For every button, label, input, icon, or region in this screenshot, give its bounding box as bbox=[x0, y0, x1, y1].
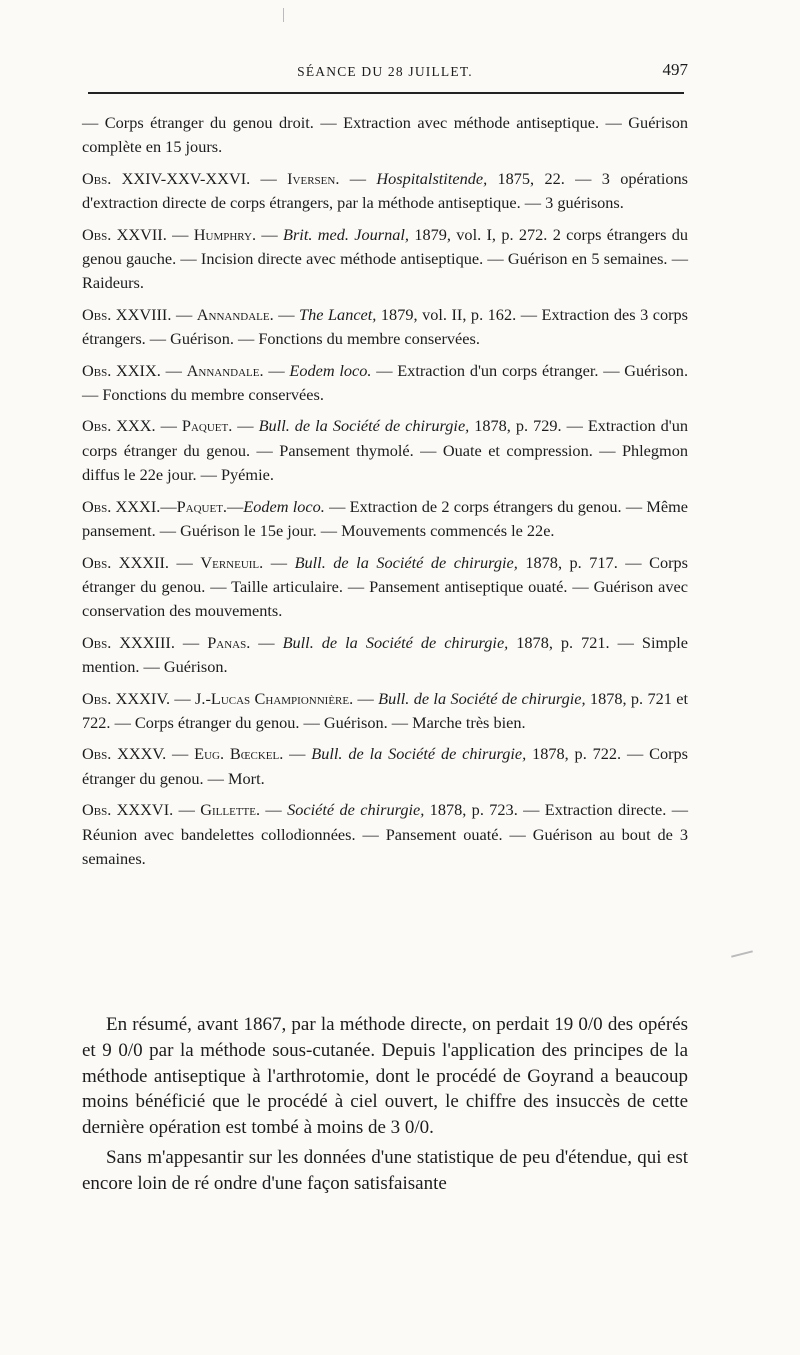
note-text: — Corps étranger du genou droit. — Extraction avec méthode antiseptique. — Guérison complète en 15 jours. bbox=[82, 113, 688, 157]
separator: — bbox=[250, 632, 283, 652]
page-number: 497 bbox=[662, 60, 688, 79]
note-continuation bbox=[82, 111, 688, 160]
source-title: Brit. med. Journal, bbox=[283, 224, 409, 244]
note-obs-24-26 bbox=[82, 167, 688, 216]
source-title: Société de chirurgie, bbox=[287, 800, 425, 820]
obs-number: Obs. XXXIV. bbox=[82, 688, 171, 708]
note-obs-31 bbox=[82, 495, 688, 544]
obs-number: Obs. XXVII. bbox=[82, 224, 167, 244]
page-header bbox=[82, 60, 688, 86]
note-text: 1879, vol. II, p. 162. — Extraction des 3 corps étrangers. — Guérison. — Fonctions du membre conservées. bbox=[82, 304, 689, 349]
author: Annandale. bbox=[186, 360, 264, 380]
note-text: — Extraction de 2 corps étrangers du genou. — Même pansement. — Guérison le 15e jour. — Mouvements commencés le 22e. bbox=[82, 496, 688, 541]
obs-number: Obs. XXXVI. bbox=[82, 800, 174, 820]
separator: — bbox=[256, 224, 284, 244]
note-obs-32 bbox=[82, 551, 688, 624]
separator: — bbox=[232, 416, 259, 436]
obs-number: Obs. XXXI. bbox=[82, 496, 161, 516]
separator: — bbox=[171, 304, 197, 324]
summary-paragraph: Sans m'appesantir sur les données d'une statistique de peu d'étendue, qui est encore loin de ré ondre d'une façon satisfaisante bbox=[82, 1146, 688, 1194]
note-obs-27 bbox=[82, 223, 688, 296]
separator: — bbox=[160, 496, 177, 516]
obs-number: Obs. XXIX. bbox=[82, 360, 161, 380]
obs-number: Obs. XXXII. bbox=[82, 552, 169, 572]
author: Verneuil. bbox=[200, 552, 264, 572]
running-head: SÉANCE DU 28 JUILLET. bbox=[297, 64, 473, 79]
author: Paquet. bbox=[176, 496, 227, 516]
author: Paquet. bbox=[181, 416, 233, 436]
author: Gillette. bbox=[200, 800, 261, 820]
scan-speck bbox=[731, 950, 753, 957]
source-title: The Lancet, bbox=[299, 304, 377, 324]
source-title: Hospitalstitende, bbox=[376, 168, 488, 188]
obs-number: Obs. XXXIII. bbox=[82, 632, 175, 652]
note-obs-33 bbox=[82, 631, 688, 680]
note-text: 1878, p. 721. — Simple mention. — Guérison. bbox=[82, 632, 689, 677]
source-title: Bull. de la Société de chirurgie, bbox=[311, 744, 527, 764]
source-title: Bull. de la Société de chirurgie, bbox=[282, 632, 509, 652]
separator: — bbox=[250, 168, 288, 188]
separator: — bbox=[173, 800, 201, 820]
note-text: 1878, p. 717. — Corps étranger du genou. — Taille articulaire. — Pansement antiseptique ouaté. — Guérison avec conservation des mouvements. bbox=[82, 552, 689, 621]
source-title: Eodem loco. bbox=[243, 496, 325, 516]
summary-text bbox=[82, 1012, 688, 1197]
scan-speck bbox=[283, 8, 284, 22]
author: Iversen. bbox=[287, 168, 340, 188]
obs-number: Obs. XXIV-XXV-XXVI. bbox=[82, 168, 251, 188]
observation-notes bbox=[82, 111, 688, 878]
separator: — bbox=[174, 632, 208, 652]
summary-paragraph: En résumé, avant 1867, par la méthode directe, on perdait 19 0/0 des opérés et 9 0/0 par la méthode sous-cutanée. Depuis l'application des principes de la méthode antiseptique à l'arthrotomie, dont le procédé de Goyrand a beaucoup moins bénéficié que le procédé à ciel ouvert, le chiffre des insuccès de cette dernière opération est tombé à moins de 3 0/0. bbox=[82, 1014, 688, 1139]
note-obs-35 bbox=[82, 742, 688, 791]
source-title: Bull. de la Société de chirurgie, bbox=[294, 552, 518, 572]
separator: — bbox=[283, 744, 312, 764]
note-text: 1879, vol. I, p. 272. 2 corps étrangers du genou gauche. — Incision directe avec méthode antiseptique. — Guérison en 5 semaines. — Raideurs. bbox=[82, 224, 689, 293]
separator: — bbox=[339, 168, 377, 188]
note-text: 1875, 22. — 3 opérations d'extraction directe de corps étrangers, par la méthode antiseptique. — 3 guérisons. bbox=[82, 168, 689, 213]
note-text: 1878, p. 729. — Extraction d'un corps étranger du genou. — Pansement thymolé. — Ouate et compression. — Phlegmon diffus le 22e jour. — Pyémie. bbox=[82, 416, 689, 485]
author: J.-Lucas Championnière. bbox=[195, 688, 354, 708]
source-title: Eodem loco. bbox=[289, 360, 372, 380]
obs-number: Obs. XXX. bbox=[82, 416, 156, 436]
separator: — bbox=[155, 416, 182, 436]
note-obs-28 bbox=[82, 303, 688, 352]
separator: — bbox=[166, 744, 195, 764]
author: Eug. Bœckel. bbox=[194, 744, 284, 764]
source-title: Bull. de la Société de chirurgie, bbox=[378, 688, 586, 708]
header-rule bbox=[88, 92, 684, 94]
separator: — bbox=[170, 688, 196, 708]
note-obs-29 bbox=[82, 359, 688, 408]
separator: — bbox=[353, 688, 379, 708]
obs-number: Obs. XXXV. bbox=[82, 744, 167, 764]
separator: — bbox=[160, 360, 187, 380]
note-obs-30 bbox=[82, 414, 688, 487]
separator: — bbox=[260, 800, 288, 820]
note-obs-36 bbox=[82, 798, 688, 871]
note-text: 1878, p. 722. — Corps étranger du genou. — Mort. bbox=[82, 744, 688, 788]
author: Panas. bbox=[207, 632, 251, 652]
note-text: 1878, p. 723. — Extraction directe. — Réunion avec bandelettes collodionnées. — Pansement ouaté. — Guérison au bout de 3 semaines. bbox=[82, 800, 689, 868]
obs-number: Obs. XXVIII. bbox=[82, 304, 172, 324]
separator: — bbox=[273, 304, 300, 324]
author: Humphry. bbox=[193, 224, 257, 244]
author: Annandale. bbox=[196, 304, 274, 324]
separator: — bbox=[166, 224, 194, 244]
separator: — bbox=[263, 360, 290, 380]
source-title: Bull. de la Société de chirurgie, bbox=[258, 416, 470, 436]
separator: — bbox=[169, 552, 201, 572]
note-text: — Extraction d'un corps étranger. — Guérison. — Fonctions du membre conservées. bbox=[82, 360, 689, 405]
note-text: 1878, p. 721 et 722. — Corps étranger du genou. — Guérison. — Marche très bien. bbox=[82, 688, 688, 732]
separator: — bbox=[227, 496, 244, 516]
separator: — bbox=[263, 552, 295, 572]
note-obs-34 bbox=[82, 687, 688, 736]
